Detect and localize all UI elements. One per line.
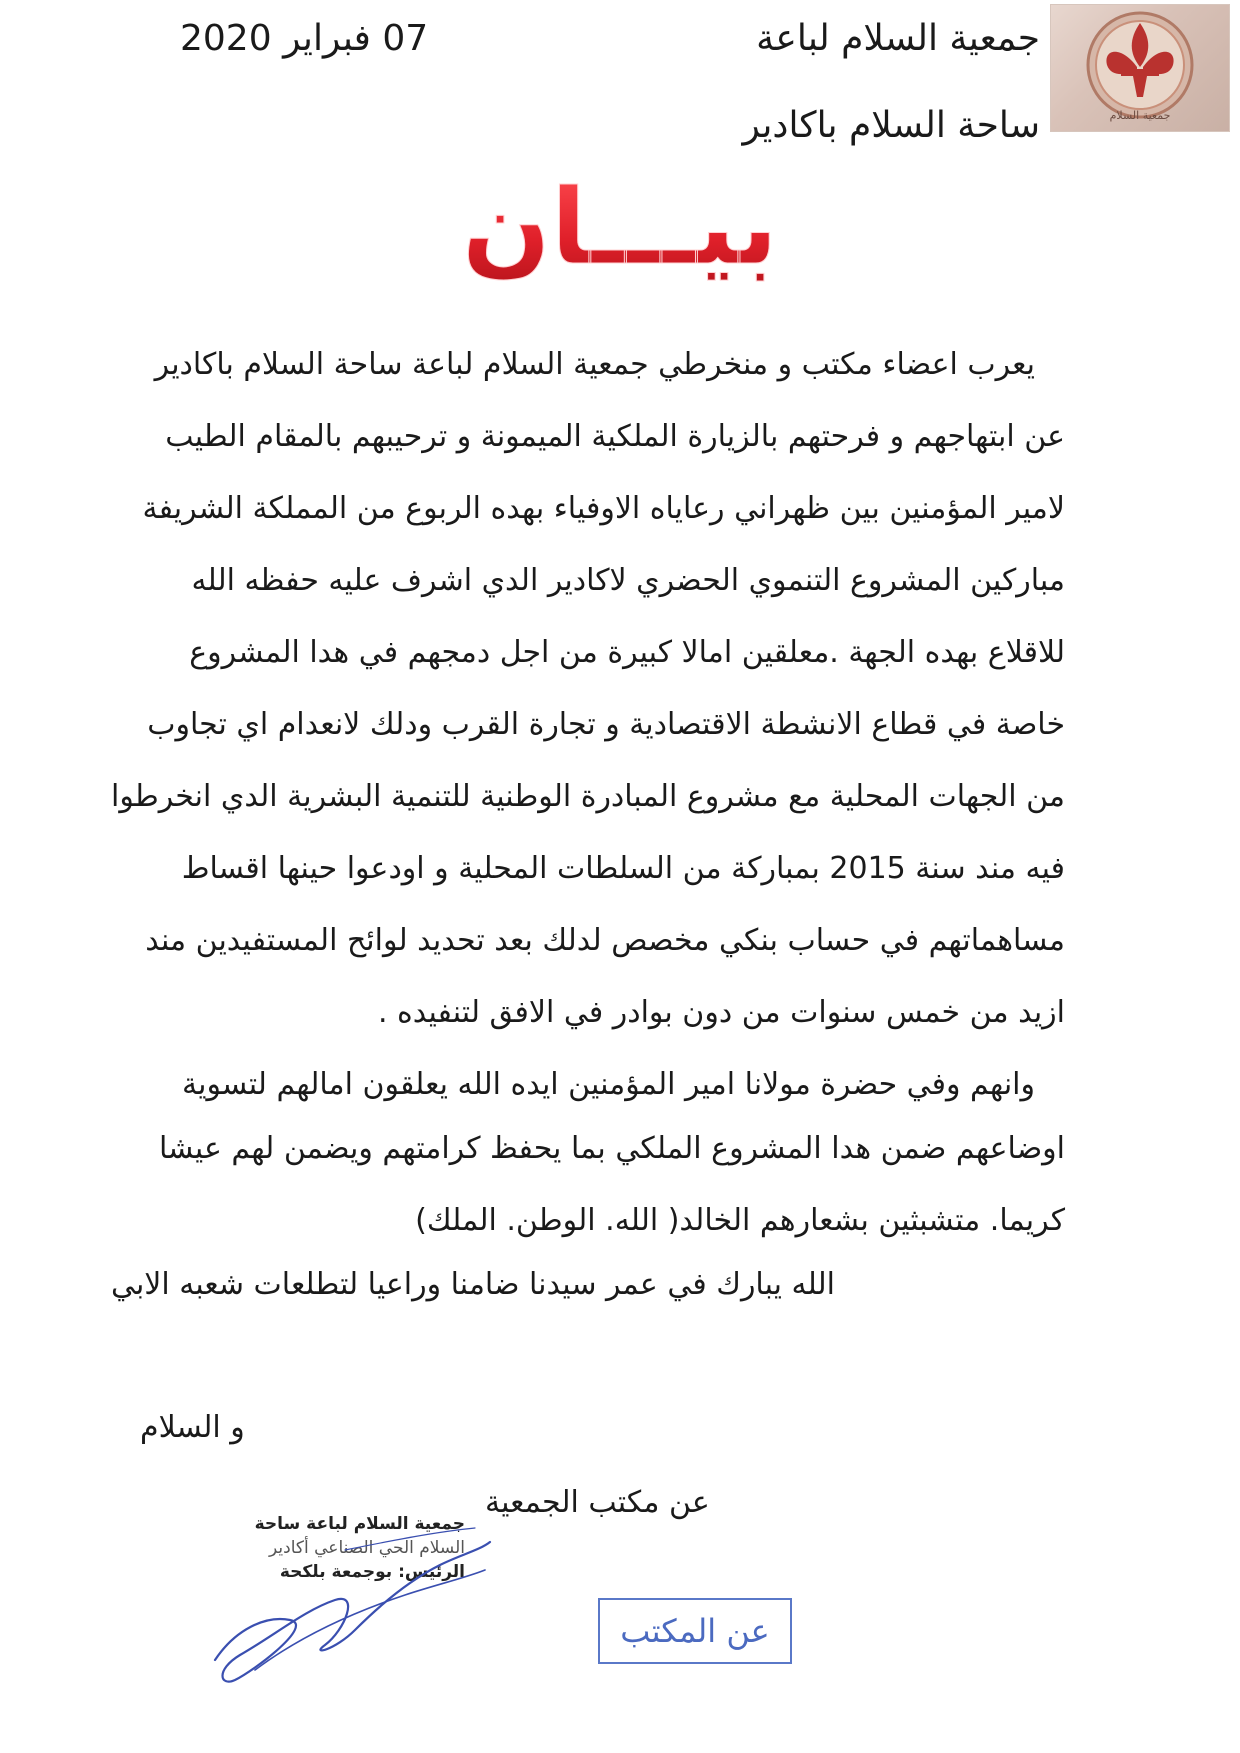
logo-caption: جمعية السلام [1109,109,1171,122]
body-line: خاصة في قطاع الانشطة الاقتصادية و تجارة القرب ودلك لانعدام اي تجاوب [147,707,1065,742]
body-line: للاقلاع بهده الجهة .معلقين امالا كبيرة من اجل دمجهم في هدا المشروع [189,635,1065,670]
stamp-line: السلام الحي الصناعي أكادير [269,1538,465,1558]
body-line: ازيد من خمس سنوات من دون بوادر في الافق لتنفيده . [377,995,1065,1030]
from-office-label: عن مكتب الجمعية [485,1485,710,1520]
fleur-de-lis-emblem-icon [1051,5,1229,131]
title-text: بيـــان [462,175,778,285]
body-line: كريما. متشبثين بشعارهم الخالد( الله. الوطن. الملك) [415,1203,1065,1238]
organization-name: جمعية السلام لباعة [756,18,1040,59]
document-date: 07 فبراير 2020 [180,18,429,59]
statement-body [110,345,1065,1337]
association-logo [1050,4,1230,132]
body-line: يعرب اعضاء مكتب و منخرطي جمعية السلام لباعة ساحة السلام باكادير [154,347,1035,382]
stamp-line: جمعية السلام لباعة ساحة [254,1514,465,1534]
closing-salutation: و السلام [140,1410,245,1445]
body-line: مساهماتهم في حساب بنكي مخصص لدلك بعد تحديد لوائح المستفيدين مند [145,923,1065,958]
body-line: اوضاعهم ضمن هدا المشروع الملكي بما يحفظ كرامتهم ويضمن لهم عيشا [158,1131,1065,1166]
body-line: مباركين المشروع التنموي الحضري لاكادير الدي اشرف عليه حفظه الله [191,563,1065,598]
body-line: الله يبارك في عمر سيدنا ضامنا وراعيا لتطلعات شعبه الابي [110,1267,835,1302]
document-title [430,175,810,285]
organization-location: ساحة السلام باكادير [742,105,1040,146]
body-line: عن ابتهاجهم و فرحتهم بالزيارة الملكية الميمونة و ترحيبهم بالمقام الطيب [165,419,1065,454]
body-line: فيه مند سنة 2015 بمباركة من السلطات المحلية و اودعوا حينها اقساط [181,851,1065,886]
office-stamp: عن المكتب [598,1598,792,1664]
president-signature [195,1520,495,1690]
body-line: وانهم وفي حضرة مولانا امير المؤمنين ايده الله يعلقون امالهم لتسوية [182,1067,1035,1102]
stamp-line: الرئيس: بوجمعة بلكحة [279,1562,465,1582]
body-line: من الجهات المحلية مع مشروع المبادرة الوطنية للتنمية البشرية الدي انخرطوا [111,779,1065,814]
body-line: لامير المؤمنين بين ظهراني رعاياه الاوفياء بهده الربوع من المملكة الشريفة [142,491,1065,526]
